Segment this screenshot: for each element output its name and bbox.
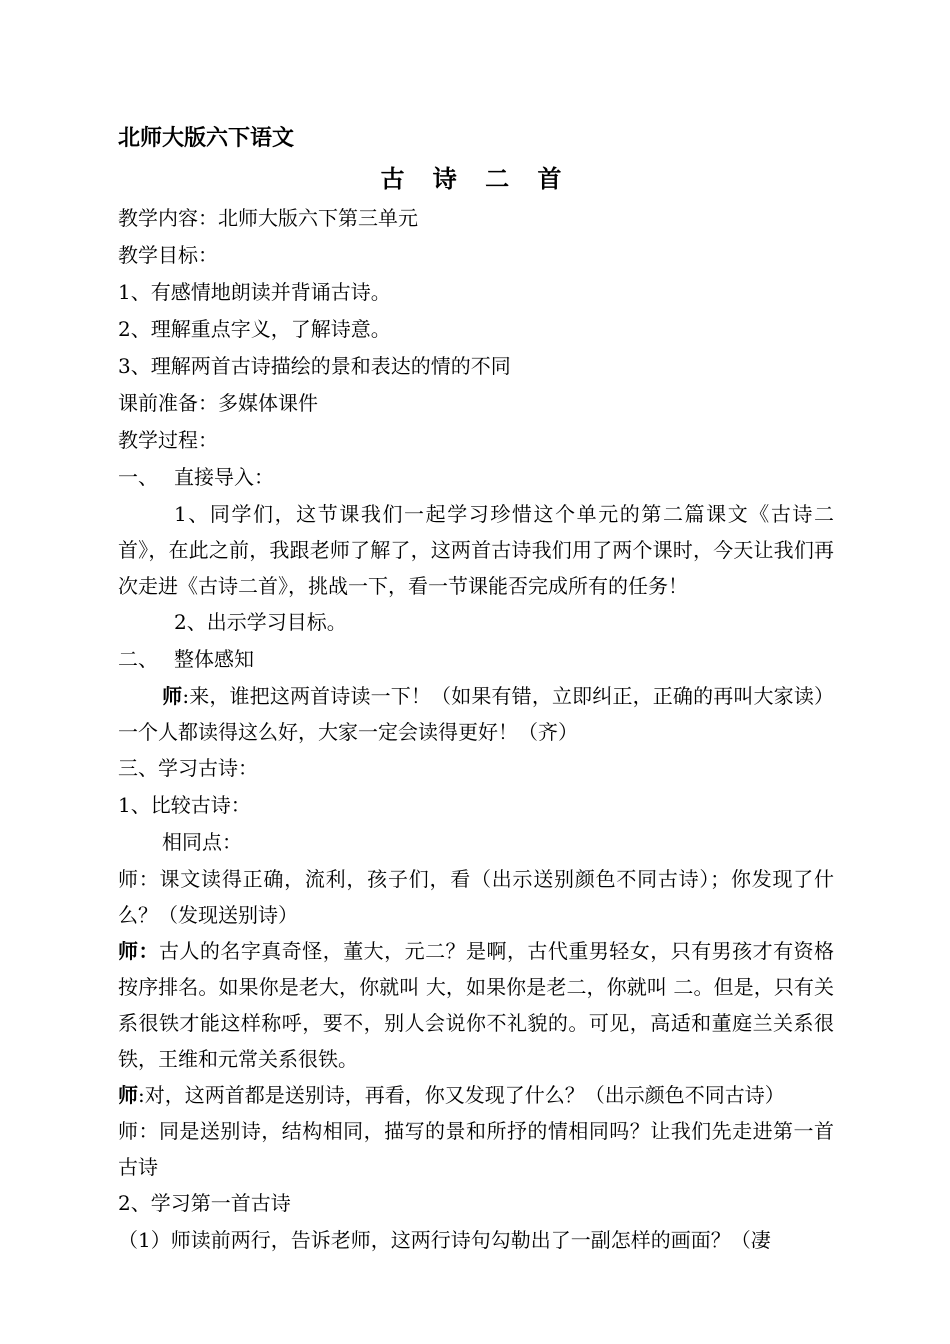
section-2-number: 二、: [118, 647, 158, 671]
teaching-goal-label: 教学目标：: [118, 243, 218, 267]
section-1-paragraph-2: 2、出示学习目标。: [174, 610, 347, 634]
class-preparation: 课前准备：多媒体课件: [118, 391, 318, 415]
section-2-title: 整体感知: [174, 647, 254, 671]
section-2-paragraph: [118, 678, 834, 750]
section-1-title: 直接导入：: [174, 465, 274, 489]
teacher-label: 师：: [118, 939, 159, 963]
document-title: 古 诗 二 首: [380, 165, 572, 193]
subsection-first-poem: 2、学习第一首古诗: [118, 1191, 291, 1215]
question-1: （1）师读前两行，告诉老师，这两行诗句勾勒出了一副怎样的画面？（凄: [118, 1228, 771, 1252]
same-points-label: 相同点：: [162, 830, 242, 854]
section-2-text: :来，谁把这两首诗读一下！（如果有错，立即纠正，正确的再叫大家读）一个人都读得这么好，大家一定会读得更好！（齐）: [118, 684, 834, 744]
subsection-compare: 1、比较古诗：: [118, 793, 251, 817]
teaching-process-label: 教学过程：: [118, 428, 218, 452]
teaching-content: 教学内容：北师大版六下第三单元: [118, 206, 418, 230]
teacher-line-1: 师：课文读得正确，流利，孩子们，看（出示送别颜色不同古诗）；你发现了什么？（发现送别诗）: [118, 867, 834, 927]
teaching-goal-2: 2、理解重点字义，了解诗意。: [118, 317, 391, 341]
section-1-number: 一、: [118, 465, 158, 489]
teacher-line-4: 师：同是送别诗，结构相同，描写的景和所抒的情相同吗？让我们先走进第一首古诗: [118, 1119, 834, 1179]
section-2-heading: [118, 641, 834, 678]
teaching-goal-1: 1、有感情地朗读并背诵古诗。: [118, 280, 391, 304]
document-body: [118, 118, 834, 1259]
section-1-heading: [118, 459, 834, 496]
teacher-line-2-text: 古人的名字真奇怪，董大，元二？是啊，古代重男轻女，只有男孩才有资格按序排名。如果你是老大，你就叫 大，如果你是老二，你就叫 二。但是，只有关系很铁才能这样称呼，要不，别人会说你不礼貌的。可见，高适和董庭兰关系很铁，王维和元常关系很铁。: [118, 939, 835, 1071]
teacher-line-3-text: :对，这两首都是送别诗，再看，你又发现了什么？（出示颜色不同古诗）: [138, 1083, 785, 1107]
teacher-line-2: [118, 933, 834, 1077]
teaching-goal-3: 3、理解两首古诗描绘的景和表达的情的不同: [118, 354, 511, 378]
teacher-line-3: [118, 1077, 834, 1113]
document-header: 北师大版六下语文: [118, 126, 295, 151]
section-3-heading: 三、学习古诗：: [118, 756, 258, 780]
section-1-paragraph-1: 1、同学们，这节课我们一起学习珍惜这个单元的第二篇课文《古诗二首》，在此之前，我跟老师了解了，这两首古诗我们用了两个课时，今天让我们再次走进《古诗二首》，挑战一下，看一节课能否完成所有的任务！: [118, 502, 834, 598]
teacher-label: 师: [118, 1083, 138, 1107]
teacher-label: 师: [162, 684, 183, 708]
